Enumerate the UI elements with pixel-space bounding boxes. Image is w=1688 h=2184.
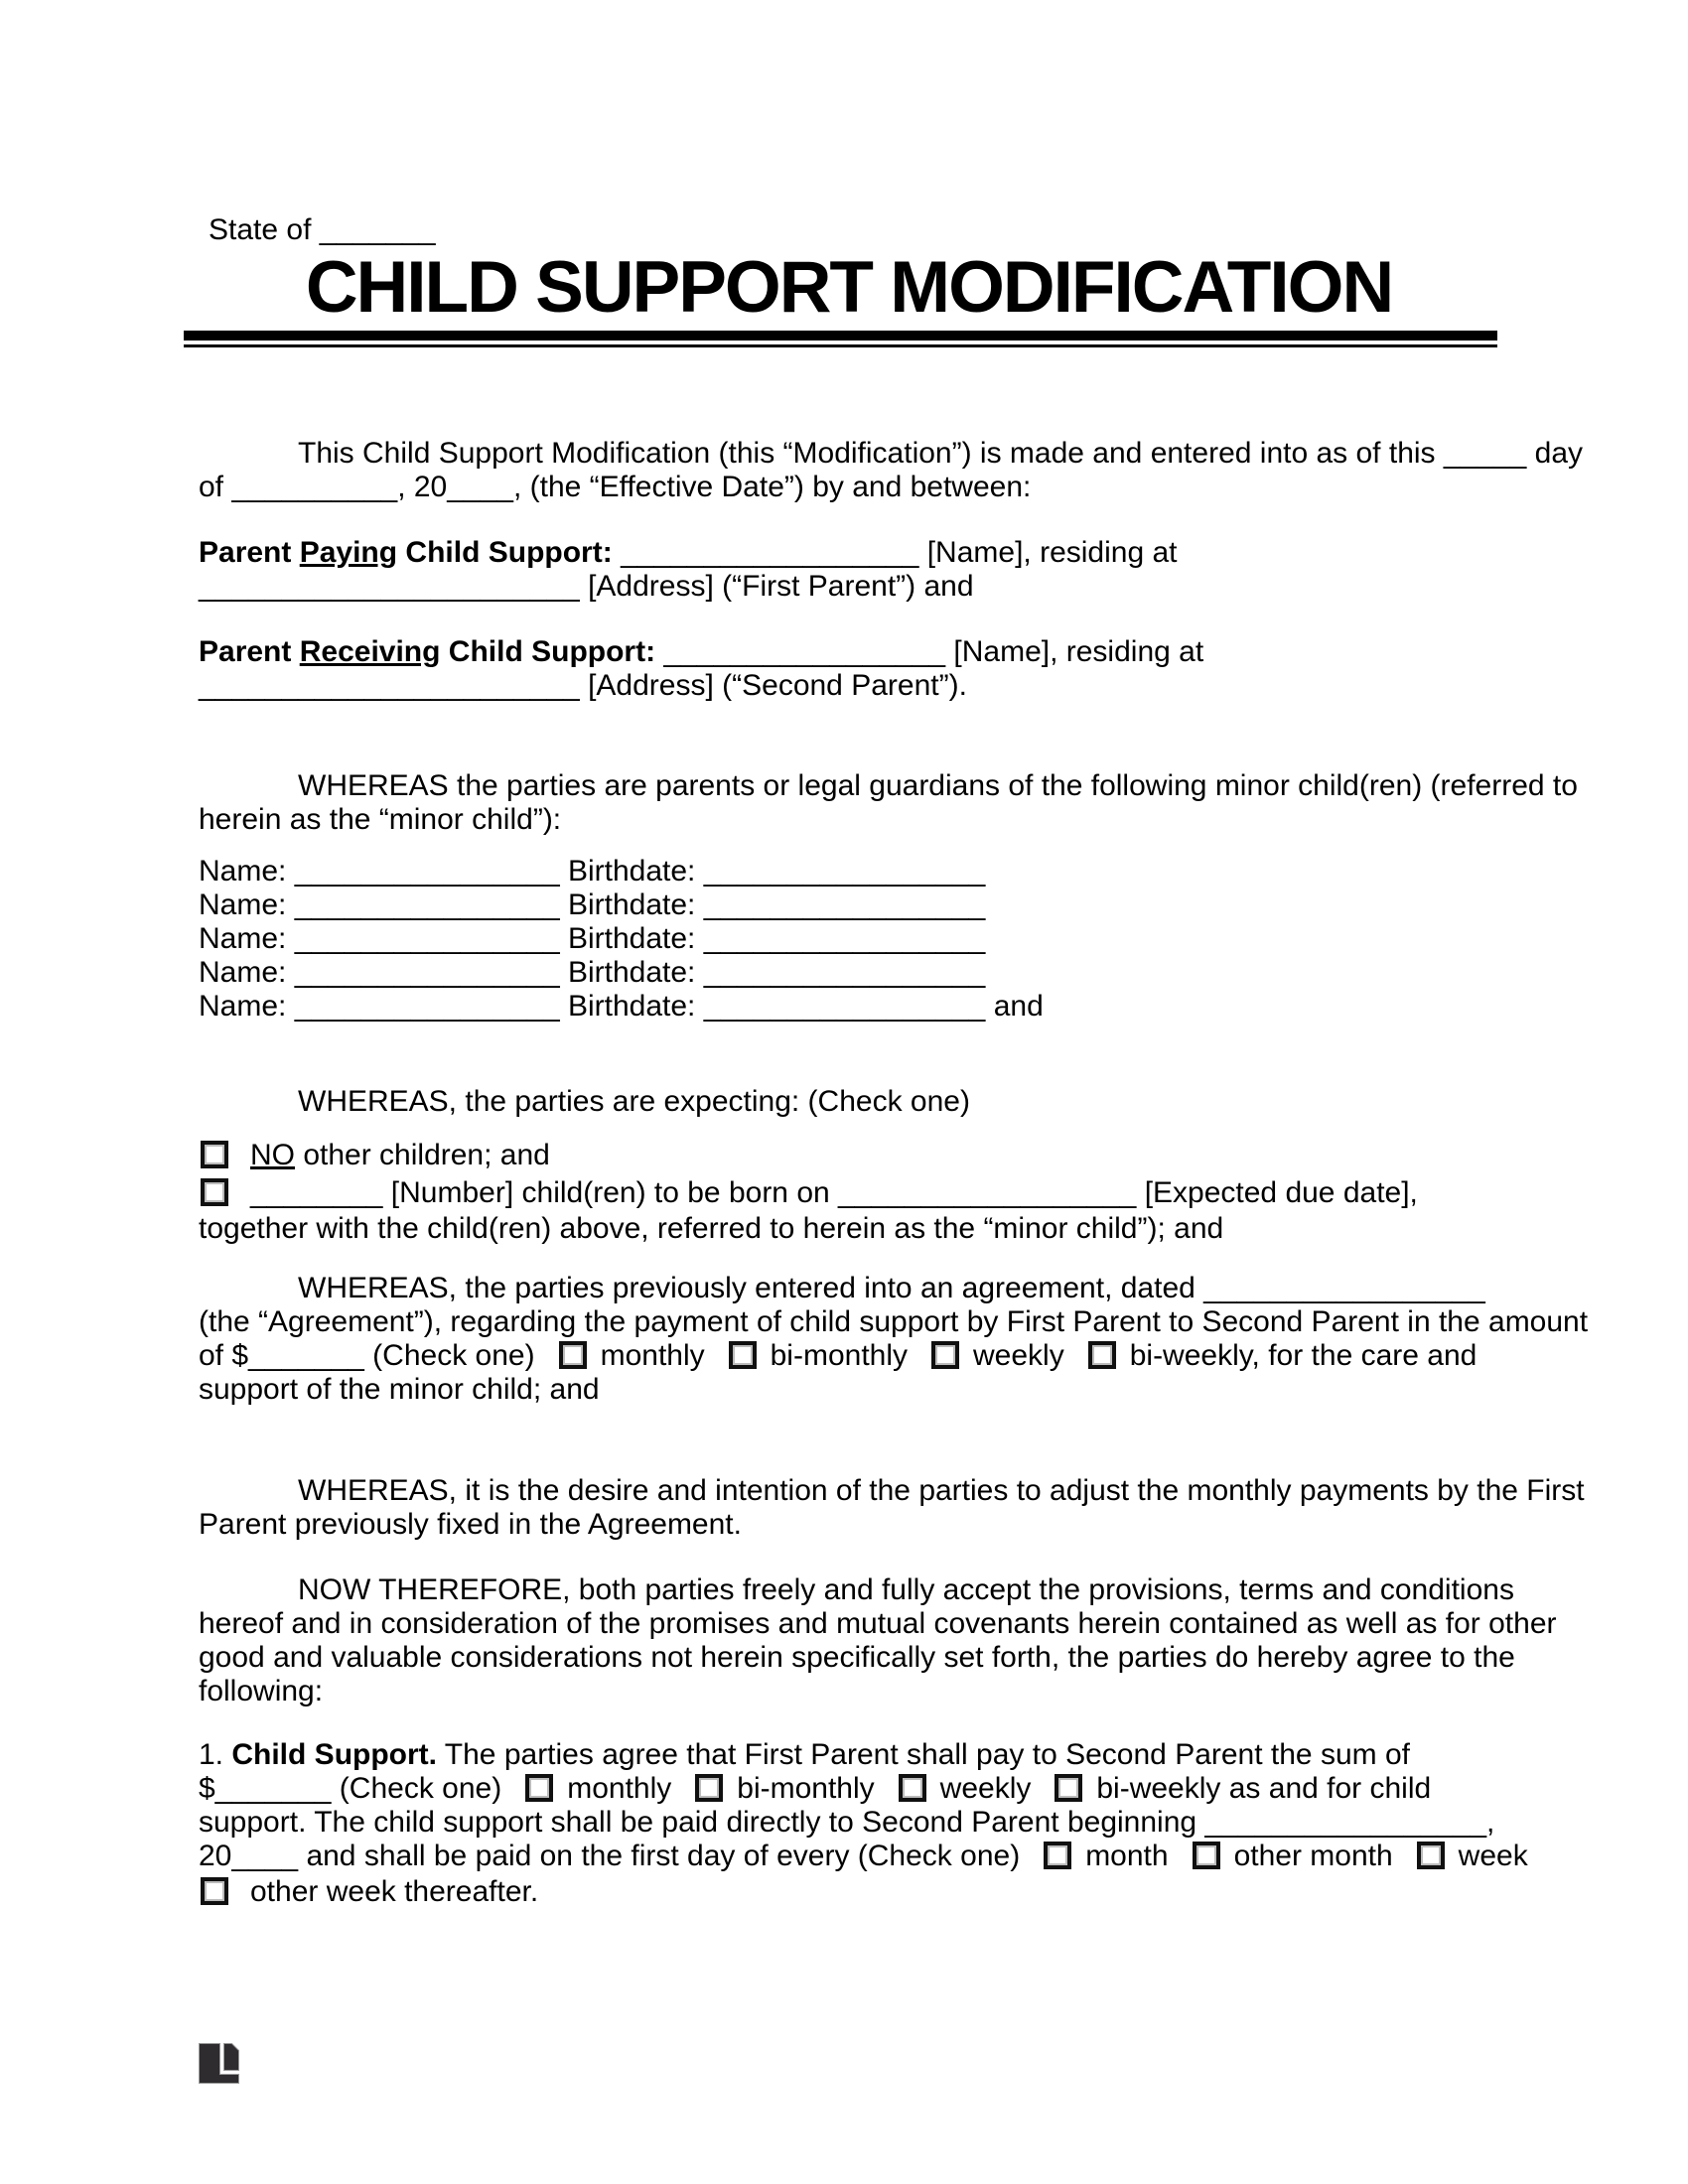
checkbox-support-weekly[interactable] (899, 1774, 926, 1802)
no-other-children-underlined: NO (250, 1139, 295, 1171)
child-row (199, 855, 1499, 888)
parent-receiving-name-blank: _________________ [Name], residing at (663, 635, 1204, 668)
agreement-monthly-label: monthly (600, 1339, 705, 1372)
checkbox-agreement-bimonthly[interactable] (729, 1341, 757, 1369)
section-1-line1: The parties agree that First Parent shall pay to Second Parent the sum of (437, 1738, 1410, 1771)
checkbox-agreement-monthly[interactable] (559, 1341, 587, 1369)
child-row-text: Name: ________________ Birthdate: _________________ (199, 855, 986, 887)
pay-other-week-label: other week thereafter. (250, 1875, 539, 1908)
child-row-text: Name: ________________ Birthdate: _________________ (199, 956, 986, 989)
whereas-expecting-text: WHEREAS, the parties are expecting: (Check one) (298, 1085, 970, 1118)
whereas-children-line1: WHEREAS the parties are parents or legal guardians of the following minor child(ren) (referred to (298, 769, 1578, 802)
section-1-line3: support. The child support shall be paid directly to Second Parent beginning _________________, (199, 1806, 1495, 1839)
support-bimonthly-label: bi-monthly (737, 1772, 875, 1805)
intro-line2: of __________, 20____, (the “Effective Date”) by and between: (199, 471, 1032, 503)
parent-paying-name-blank: __________________ [Name], residing at (621, 536, 1178, 569)
parent-paying-paragraph (199, 536, 1499, 604)
section-1-heading: Child Support. (231, 1738, 437, 1771)
checkbox-pay-week[interactable] (1417, 1842, 1445, 1869)
intent-line2: Parent previously fixed in the Agreement. (199, 1508, 742, 1541)
support-biweekly-label: bi-weekly as and for child (1096, 1772, 1432, 1805)
document-title: CHILD SUPPORT MODIFICATION (305, 247, 1393, 328)
parent-receiving-paragraph (199, 635, 1499, 703)
support-weekly-label: weekly (939, 1772, 1032, 1805)
child-row-text: Name: ________________ Birthdate: _________________ (199, 922, 986, 955)
now-therefore-line4: following: (199, 1675, 324, 1707)
child-row-text: Name: ________________ Birthdate: _________________ (199, 888, 986, 921)
expecting-continuation-text: together with the child(ren) above, referred to herein as the “minor child”); and (199, 1212, 1224, 1245)
child-row (199, 956, 1499, 990)
pay-month-label: month (1085, 1840, 1169, 1872)
title-rule (184, 331, 1497, 347)
section-1-amount-blank: $_______ (Check one) (199, 1772, 502, 1805)
agreement-line1: WHEREAS, the parties previously entered into an agreement, dated _________________ (298, 1272, 1485, 1304)
pay-other-month-label: other month (1233, 1840, 1393, 1872)
title-rule-thick-bar (184, 331, 1497, 341)
now-therefore-line1: NOW THEREFORE, both parties freely and fully accept the provisions, terms and conditions (298, 1573, 1514, 1606)
agreement-line2: (the “Agreement”), regarding the payment of child support by First Parent to Second Parent in the amount (199, 1305, 1589, 1338)
whereas-children-line2: herein as the “minor child”): (199, 803, 562, 836)
now-therefore-line3: good and valuable considerations not herein specifically set forth, the parties do hereby agree to the (199, 1641, 1515, 1674)
intent-line1: WHEREAS, it is the desire and intention of the parties to adjust the monthly payments by the First (298, 1474, 1585, 1507)
child-row (199, 888, 1499, 922)
parent-receiving-underlined-word: Receiving (299, 635, 441, 668)
expecting-options (199, 1137, 1499, 1246)
whereas-expecting-paragraph (199, 1085, 1499, 1119)
no-other-children-text: other children; and (295, 1139, 550, 1171)
pay-week-label: week (1458, 1840, 1528, 1872)
whereas-children-paragraph (199, 769, 1578, 837)
parent-paying-label: Parent (199, 536, 300, 569)
expecting-children-option (199, 1174, 1499, 1212)
section-1-line4: 20____ and shall be paid on the first day of every (Check one) (199, 1840, 1021, 1872)
section-1-number: 1. (199, 1738, 232, 1771)
whereas-intent-paragraph (199, 1474, 1585, 1542)
title-rule-thin-bar (184, 344, 1497, 347)
checkbox-agreement-weekly[interactable] (931, 1341, 959, 1369)
child-row (199, 990, 1499, 1024)
parent-paying-label-suffix: Child Support: (397, 536, 622, 569)
parent-paying-address-blank: _______________________ [Address] (“First Parent”) and (199, 570, 974, 603)
child-row (199, 922, 1499, 956)
checkbox-support-biweekly[interactable] (1055, 1774, 1082, 1802)
parent-paying-underlined-word: Paying (299, 536, 398, 569)
now-therefore-paragraph (199, 1573, 1557, 1708)
checkbox-pay-other-month[interactable] (1193, 1842, 1220, 1869)
checkbox-expecting-children[interactable] (201, 1178, 228, 1206)
parent-receiving-label-suffix: Child Support: (440, 635, 664, 668)
intro-paragraph (199, 437, 1583, 504)
checkbox-pay-month[interactable] (1044, 1842, 1071, 1869)
no-other-children-option (199, 1137, 1499, 1174)
legaltemplates-logo (199, 2043, 239, 2084)
parent-receiving-label: Parent (199, 635, 300, 668)
agreement-biweekly-label: bi-weekly, for the care and (1129, 1339, 1477, 1372)
agreement-bimonthly-label: bi-monthly (770, 1339, 909, 1372)
parent-receiving-address-blank: _______________________ [Address] (“Second Parent”). (199, 669, 967, 702)
checkbox-support-bimonthly[interactable] (695, 1774, 723, 1802)
expecting-children-text: ________ [Number] child(ren) to be born on __________________ [Expected due date], (250, 1176, 1418, 1209)
child-row-text: Name: ________________ Birthdate: _________________ and (199, 990, 1044, 1023)
children-list (199, 855, 1499, 1024)
now-therefore-line2: hereof and in consideration of the promises and mutual covenants herein contained as well as for other (199, 1607, 1557, 1640)
agreement-amount-blank: of $_______ (Check one) (199, 1339, 535, 1372)
agreement-line4: support of the minor child; and (199, 1373, 600, 1406)
state-of-line (199, 213, 1499, 247)
intro-line1: This Child Support Modification (this “Modification”) is made and entered into as of this _____ day (298, 437, 1583, 470)
state-of-label: State of (209, 213, 320, 246)
state-of-blank: _______ (319, 213, 436, 246)
legaltemplates-document-icon (199, 2043, 239, 2084)
checkbox-pay-other-week[interactable] (201, 1877, 228, 1905)
section-1-child-support (199, 1738, 1528, 1911)
checkbox-support-monthly[interactable] (525, 1774, 553, 1802)
support-monthly-label: monthly (567, 1772, 672, 1805)
agreement-weekly-label: weekly (973, 1339, 1064, 1372)
whereas-agreement-paragraph (199, 1272, 1589, 1407)
checkbox-no-other-children[interactable] (201, 1141, 228, 1168)
checkbox-agreement-biweekly[interactable] (1088, 1341, 1116, 1369)
